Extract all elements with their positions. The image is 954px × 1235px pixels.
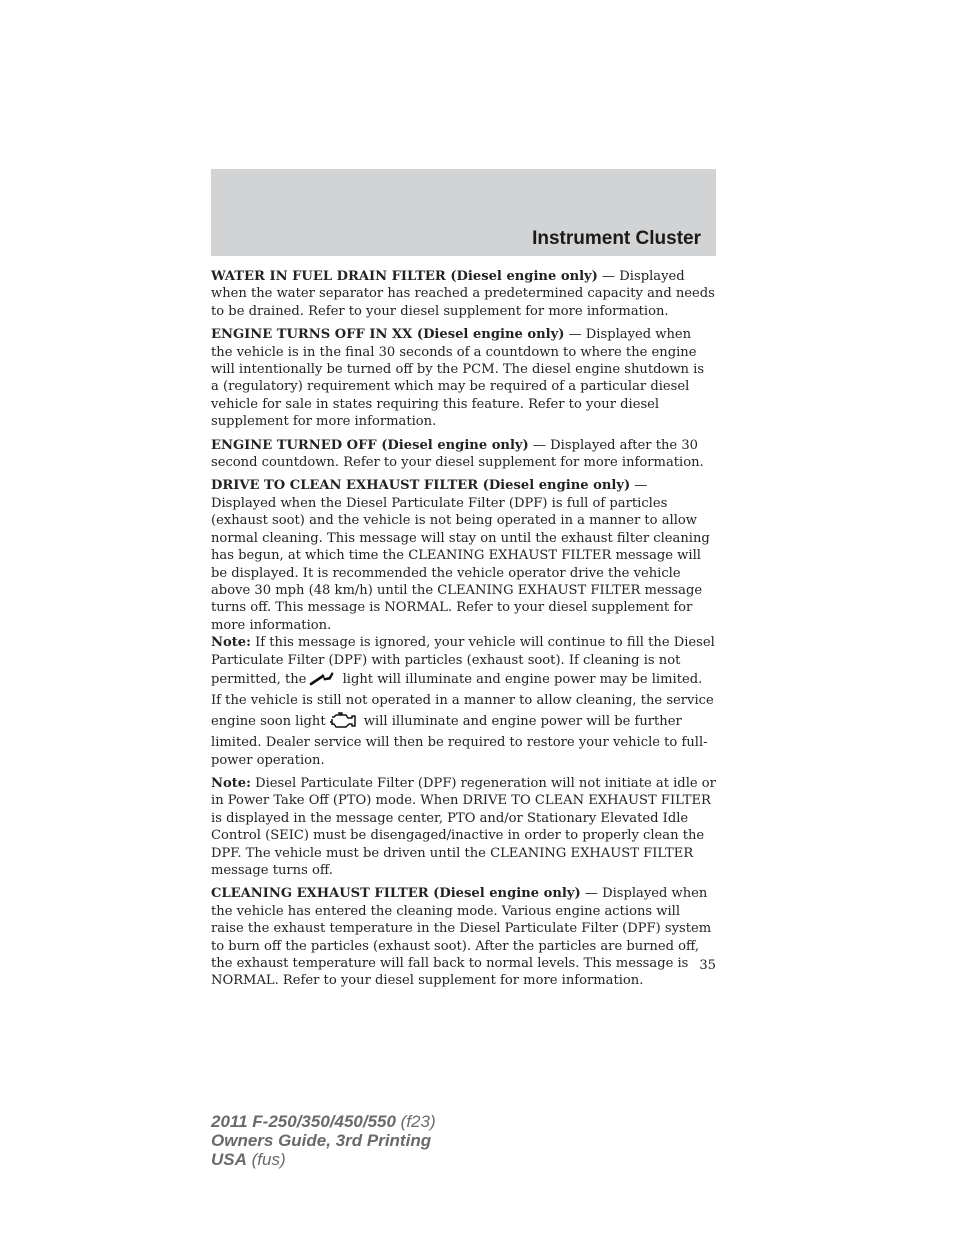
text-drive-to-clean: — Displayed when the Diesel Particulate Filter (DPF) is full of particles (exhaust soot) and the vehicle is not being operated in a manner to allow normal cleaning. This message will stay on until the exhaust filter cleaning has begun, at which time the CLEANING EXHAUST FILTER message will be displayed. It is recommended the vehicle operator drive the vehicle above 30 mph (48 km/h) until the CLEANING EXHAUST FILTER message turns off. This message is NORMAL. Refer to your diesel supplement for more information. <box>211 478 710 633</box>
page-content <box>211 268 716 996</box>
text-cleaning: — Displayed when the vehicle has entered the cleaning mode. Various engine actions will raise the exhaust temperature in the Diesel Particulate Filter (DPF) system to burn off the particles (exhaust soot). After the particles are burned off, the exhaust temperature will fall back to normal levels. This message is NORMAL. Refer to your diesel supplement for more information. <box>211 886 712 989</box>
text-engine-turned-off: — Displayed after the 30 second countdown. Refer to your diesel supplement for more information. <box>211 437 704 471</box>
footer-model: 2011 F-250/350/450/550 <box>211 1112 396 1131</box>
paragraph-engine-turned-off <box>211 437 716 472</box>
footer-guide: Owners Guide, 3rd Printing <box>211 1131 432 1150</box>
text-water-in-fuel: — Displayed when the water separator has reached a predetermined capacity and needs to be drained. Refer to your diesel supplement for more information. <box>211 269 715 319</box>
section-title: Instrument Cluster <box>532 228 701 249</box>
wrench-icon <box>308 669 336 692</box>
paragraph-engine-turns-off <box>211 326 716 430</box>
note-text-part2: light will illuminate and engine power may be limited. If the vehicle is still not operated in a manner to allow cleaning, the service engine soon light <box>211 671 714 729</box>
paragraph-water-in-fuel <box>211 268 716 320</box>
footer-model-code: (f23) <box>395 1112 436 1131</box>
heading-engine-turned-off: ENGINE TURNED OFF (Diesel engine only) <box>211 437 529 453</box>
heading-engine-turns-off: ENGINE TURNS OFF IN XX (Diesel engine only) <box>211 327 565 343</box>
paragraph-cleaning <box>211 885 716 989</box>
footer-line-model <box>211 1112 436 1131</box>
footer-market: USA <box>211 1150 247 1169</box>
heading-drive-to-clean: DRIVE TO CLEAN EXHAUST FILTER (Diesel engine only) <box>211 478 631 494</box>
footer-line-guide <box>211 1131 436 1150</box>
page-number: 35 <box>699 958 716 973</box>
note-label: Note: <box>211 635 251 651</box>
heading-cleaning: CLEANING EXHAUST FILTER (Diesel engine only) <box>211 886 581 902</box>
footer-market-code: (fus) <box>246 1150 286 1169</box>
header-band <box>211 169 716 256</box>
heading-water-in-fuel: WATER IN FUEL DRAIN FILTER (Diesel engine only) <box>211 269 598 284</box>
engine-icon <box>328 710 358 734</box>
footer <box>211 1112 436 1169</box>
paragraph-note-ignored <box>211 634 716 769</box>
paragraph-drive-to-clean <box>211 477 716 634</box>
note-text-part1: If this message is ignored, your vehicle will continue to fill the Diesel Particulate Filter (DPF) with particles (exhaust soot). If cleaning is not permitted, the <box>211 635 715 687</box>
note-label: Note: <box>211 775 251 791</box>
paragraph-note-regeneration <box>211 775 716 879</box>
note-text: Diesel Particulate Filter (DPF) regeneration will not initiate at idle or in Power Take Off (PTO) mode. When DRIVE TO CLEAN EXHAUST FILTER is displayed in the message center, PTO and/or Stationary Elevated Idle Control (SEIC) must be disengaged/inactive in order to properly clean the DPF. The vehicle must be driven until the CLEANING EXHAUST FILTER message turns off. <box>211 775 716 878</box>
text-engine-turns-off: — Displayed when the vehicle is in the final 30 seconds of a countdown to where the engine will intentionally be turned off by the PCM. The diesel engine shutdown is a (regulatory) requirement which may be required of a particular diesel vehicle for sale in states requiring this feature. Refer to your diesel supplement for more information. <box>211 327 705 430</box>
footer-line-market <box>211 1150 436 1169</box>
note-text-part3: will illuminate and engine power will be further limited. Dealer service will then be required to restore your vehicle to full-power operation. <box>211 713 708 768</box>
